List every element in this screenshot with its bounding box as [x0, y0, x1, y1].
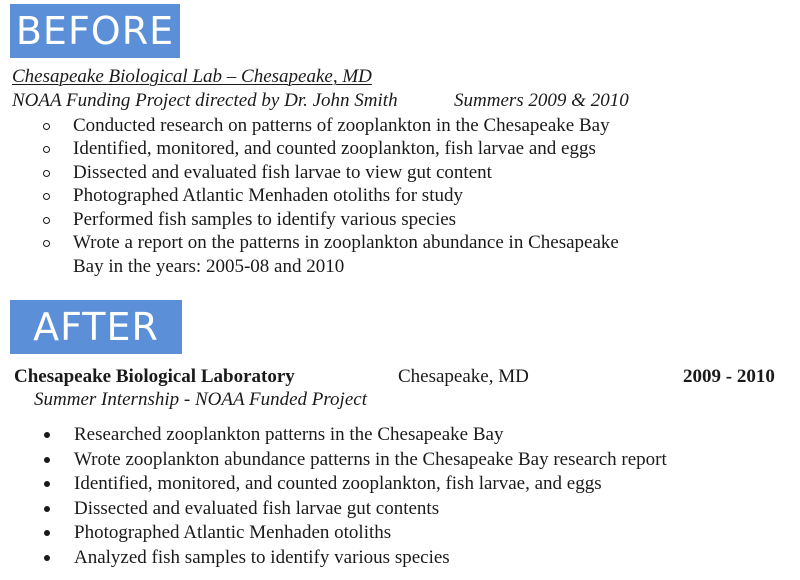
- circle-bullet-icon: [43, 240, 50, 247]
- before-bullet-continuation: Bay in the years: 2005-08 and 2010: [73, 256, 345, 277]
- before-label: BEFORE: [10, 4, 180, 58]
- after-label: AFTER: [10, 300, 182, 354]
- dot-bullet-icon: [44, 457, 50, 463]
- after-location: Chesapeake, MD: [398, 366, 529, 387]
- after-bullet-item: Analyzed fish samples to identify various species: [40, 547, 667, 572]
- after-bullet-item: Dissected and evaluated fish larvae gut contents: [40, 498, 667, 523]
- before-organization-line: Chesapeake Biological Lab – Chesapeake, MD: [12, 66, 372, 87]
- after-bullet-item: Identified, monitored, and counted zooplankton, fish larvae, and eggs: [40, 473, 667, 498]
- circle-bullet-icon: [43, 123, 50, 130]
- after-bullet-item: Researched zooplankton patterns in the Chesapeake Bay: [40, 424, 667, 449]
- before-bullet-item: Conducted research on patterns of zooplankton in the Chesapeake Bay: [40, 115, 619, 138]
- circle-bullet-icon: [43, 217, 50, 224]
- circle-bullet-icon: [43, 146, 50, 153]
- before-bullet-item: Performed fish samples to identify various species: [40, 209, 619, 232]
- after-bullet-item: Wrote zooplankton abundance patterns in the Chesapeake Bay research report: [40, 449, 667, 474]
- circle-bullet-icon: [43, 193, 50, 200]
- before-dates: Summers 2009 & 2010: [454, 90, 629, 111]
- after-bullet-item: Photographed Atlantic Menhaden otoliths: [40, 522, 667, 547]
- circle-bullet-icon: [43, 170, 50, 177]
- dot-bullet-icon: [44, 481, 50, 487]
- before-bullet-item: Identified, monitored, and counted zooplankton, fish larvae and eggs: [40, 138, 619, 161]
- before-bullet-item: Dissected and evaluated fish larvae to view gut content: [40, 162, 619, 185]
- dot-bullet-icon: [44, 555, 50, 561]
- before-project-line: NOAA Funding Project directed by Dr. John Smith: [12, 90, 398, 111]
- after-bullet-list: [40, 424, 667, 572]
- dot-bullet-icon: [44, 432, 50, 438]
- dot-bullet-icon: [44, 530, 50, 536]
- before-bullet-item: Photographed Atlantic Menhaden otoliths for study: [40, 185, 619, 208]
- before-bullet-list: [40, 115, 619, 255]
- before-bullet-item: Wrote a report on the patterns in zooplankton abundance in Chesapeake: [40, 232, 619, 255]
- after-organization: Chesapeake Biological Laboratory: [14, 366, 295, 387]
- dot-bullet-icon: [44, 506, 50, 512]
- after-subtitle: Summer Internship - NOAA Funded Project: [34, 389, 367, 410]
- after-dates: 2009 - 2010: [683, 366, 775, 387]
